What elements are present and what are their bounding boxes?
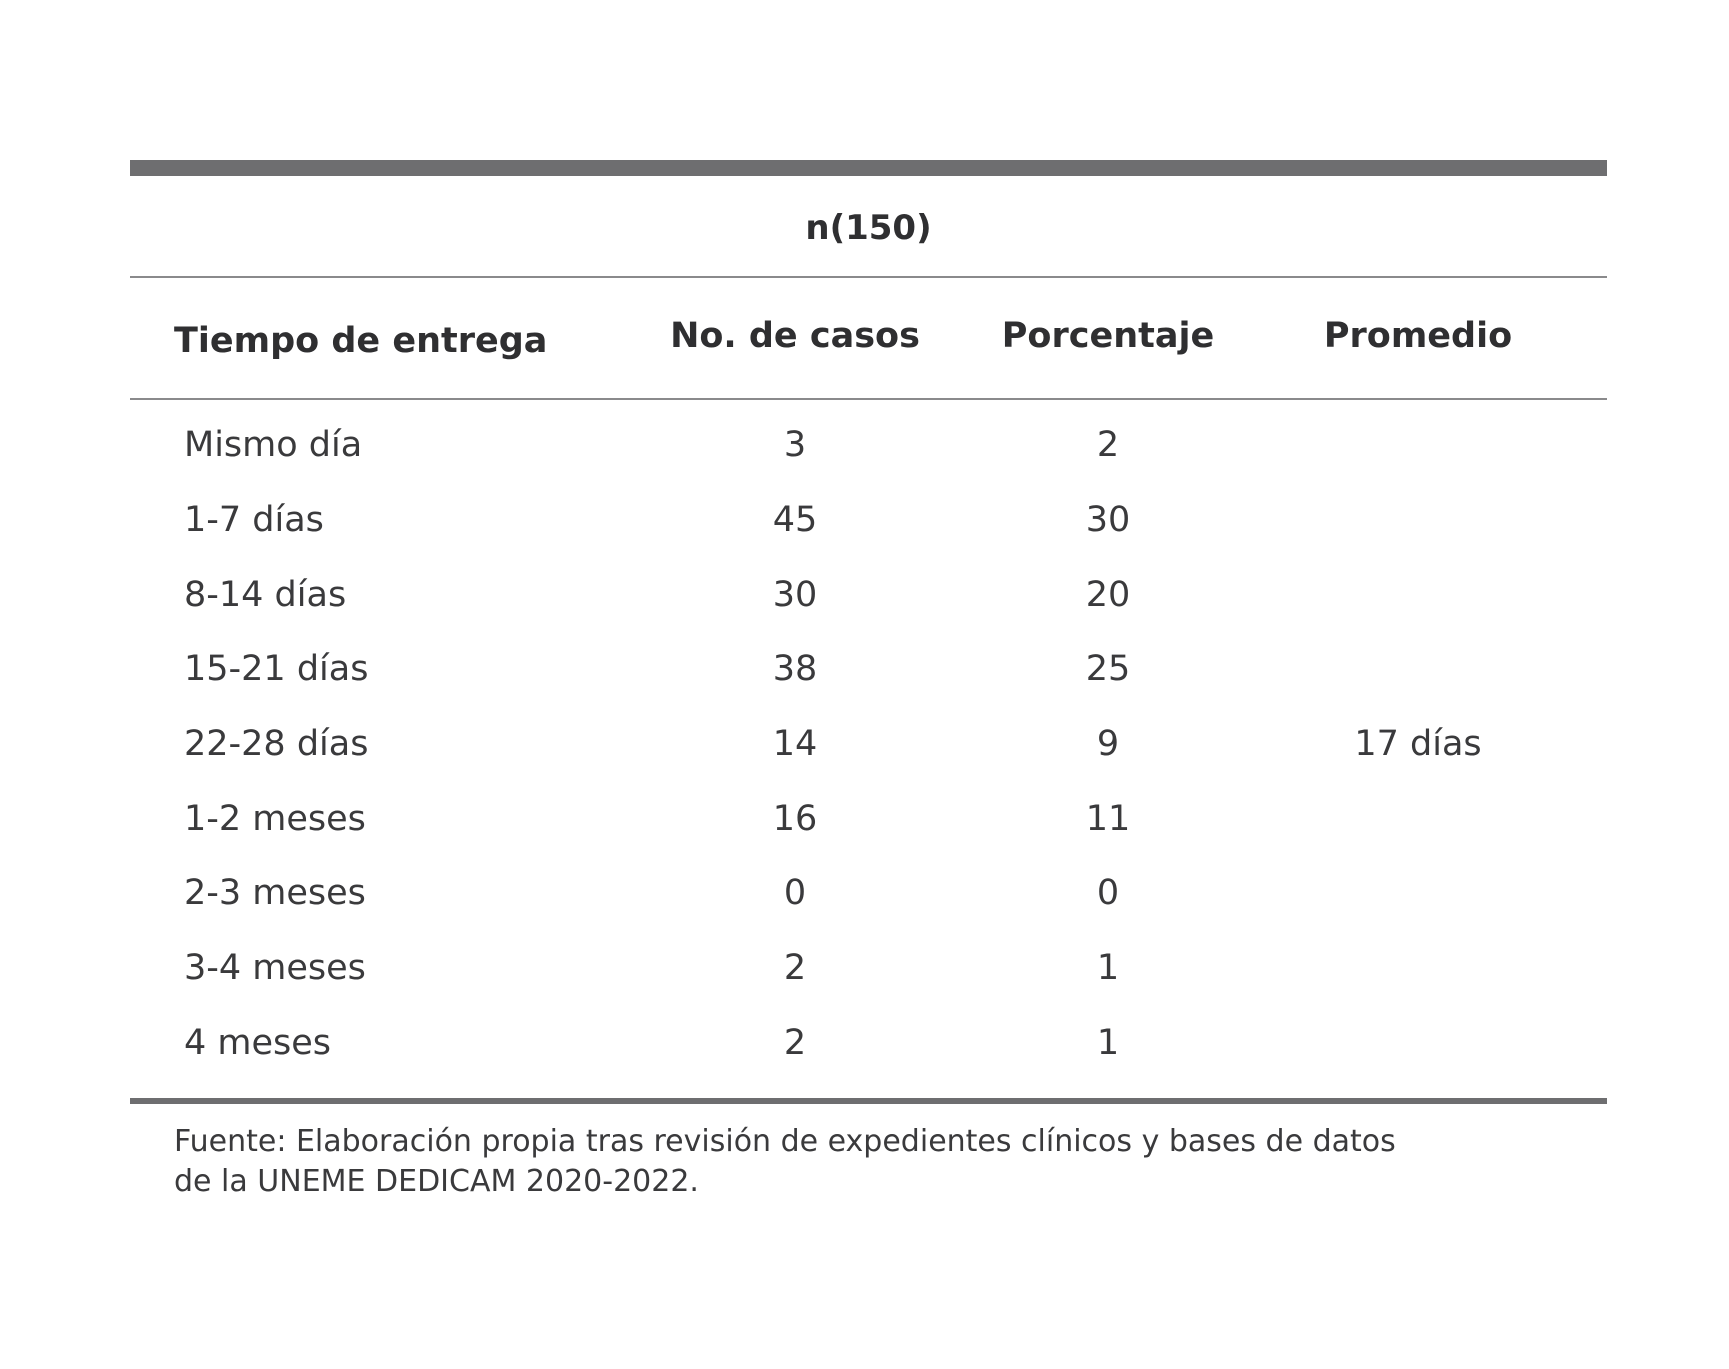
header-casos: No. de casos — [670, 316, 920, 356]
sample-size-title: n(150) — [805, 208, 932, 248]
cell-porcentaje: 0 — [1096, 873, 1120, 914]
cell-casos: 3 — [783, 425, 807, 466]
table-body — [130, 400, 1607, 1098]
header-promedio: Promedio — [1323, 316, 1513, 356]
cell-tiempo: 15-21 días — [184, 649, 369, 690]
cell-porcentaje: 30 — [1085, 500, 1131, 541]
header-tiempo: Tiempo de entrega — [174, 321, 548, 361]
table-row — [130, 408, 1607, 483]
cell-porcentaje: 1 — [1096, 948, 1120, 989]
cell-casos: 14 — [772, 724, 818, 765]
header-porcentaje: Porcentaje — [1001, 316, 1215, 356]
table-row — [130, 483, 1607, 558]
table-row — [130, 632, 1607, 707]
cell-tiempo: 3-4 meses — [184, 948, 366, 989]
cell-casos: 45 — [772, 500, 818, 541]
cell-casos: 2 — [783, 1022, 807, 1063]
cell-tiempo: 1-2 meses — [184, 798, 366, 839]
table-row — [130, 1006, 1607, 1081]
cell-tiempo: 1-7 días — [184, 500, 324, 541]
cell-tiempo: 8-14 días — [184, 574, 347, 615]
table-row — [130, 856, 1607, 931]
cell-tiempo: 22-28 días — [184, 724, 369, 765]
cell-casos: 38 — [772, 649, 818, 690]
cell-porcentaje: 1 — [1096, 1022, 1120, 1063]
cell-casos: 0 — [783, 873, 807, 914]
cell-porcentaje: 11 — [1085, 798, 1131, 839]
cell-casos: 30 — [772, 574, 818, 615]
cell-tiempo: 2-3 meses — [184, 873, 366, 914]
table-row — [130, 931, 1607, 1006]
top-rule — [130, 160, 1607, 176]
cell-promedio: 17 días — [1354, 724, 1482, 765]
cell-porcentaje: 25 — [1085, 649, 1131, 690]
cell-porcentaje: 9 — [1096, 724, 1120, 765]
cell-porcentaje: 2 — [1096, 425, 1120, 466]
cell-tiempo: Mismo día — [184, 425, 363, 466]
bottom-rule — [130, 1098, 1607, 1104]
source-note — [130, 1122, 1474, 1202]
table-row — [130, 557, 1607, 632]
table-row — [130, 781, 1607, 856]
cell-tiempo: 4 meses — [184, 1022, 332, 1063]
table-row — [130, 707, 1607, 782]
data-table — [130, 160, 1607, 1202]
source-line-2: de la UNEME DEDICAM 2020-2022. — [174, 1164, 699, 1200]
cell-casos: 2 — [783, 948, 807, 989]
table-header-row — [130, 278, 1607, 398]
cell-porcentaje: 20 — [1085, 574, 1131, 615]
cell-casos: 16 — [772, 798, 818, 839]
source-line-1: Fuente: Elaboración propia tras revisión de expedientes clínicos y bases de datos — [174, 1124, 1396, 1160]
